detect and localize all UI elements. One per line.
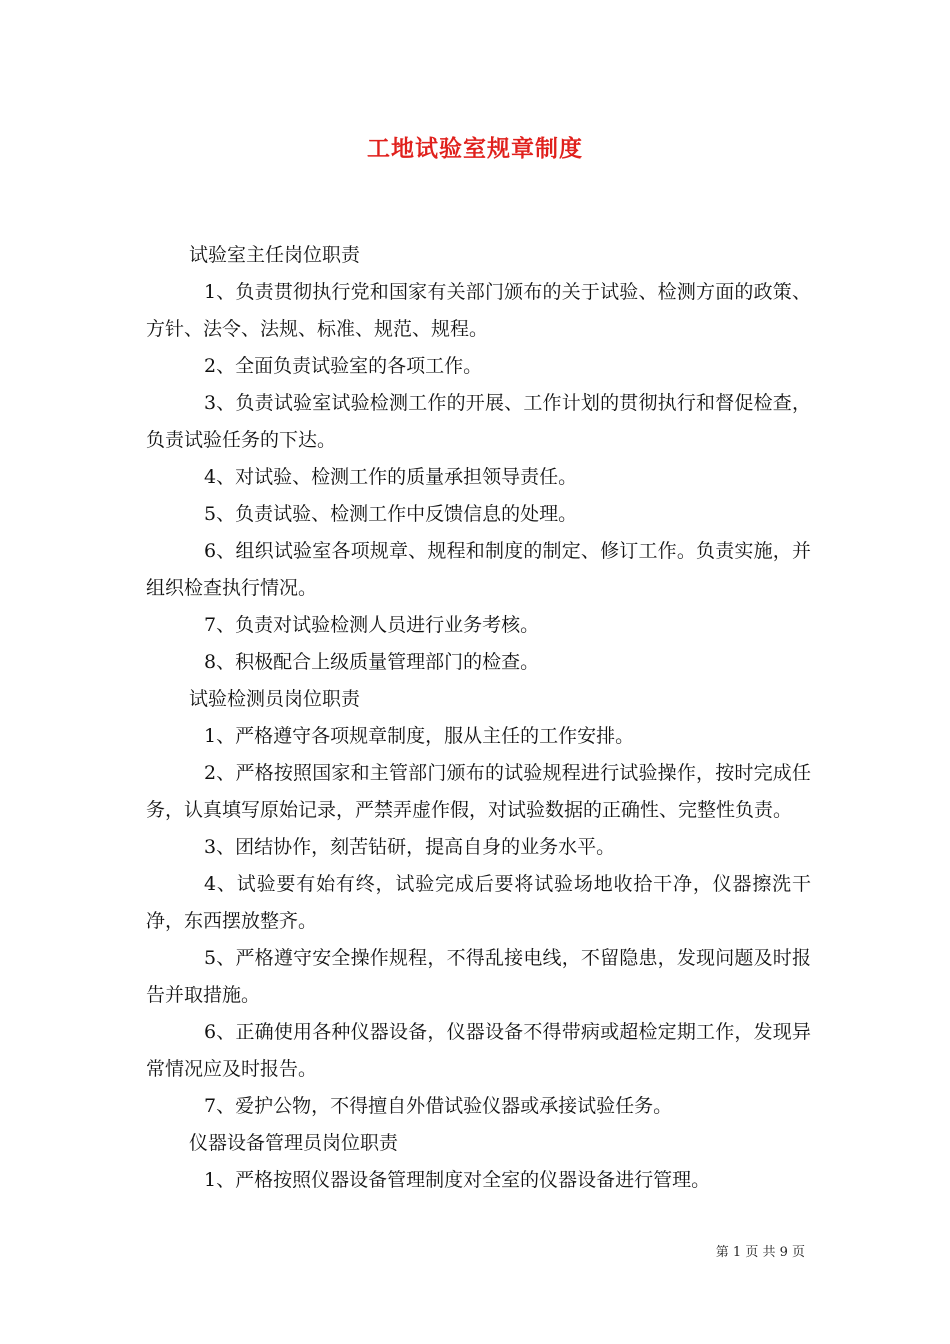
paragraph: 7、爱护公物，不得擅自外借试验仪器或承接试验任务。 [204, 1095, 673, 1117]
paragraph: 6、正确使用各种仪器设备，仪器设备不得带病或超检定期工作，发现异常情况应及时报告。 [146, 1021, 811, 1080]
document-title: 工地试验室规章制度 [367, 135, 583, 162]
paragraph: 4、试验要有始有终，试验完成后要将试验场地收拾干净，仪器擦洗干净，东西摆放整齐。 [146, 873, 811, 932]
paragraph: 5、严格遵守安全操作规程，不得乱接电线，不留隐患，发现问题及时报告并取措施。 [146, 947, 811, 1006]
paragraph: 5、负责试验、检测工作中反馈信息的处理。 [204, 503, 578, 525]
paragraph: 3、团结协作，刻苦钻研，提高自身的业务水平。 [204, 836, 616, 858]
paragraph: 8、积极配合上级质量管理部门的检查。 [204, 651, 540, 673]
document-body [146, 237, 811, 1199]
page-number: 第 1 页 共 9 页 [715, 1245, 805, 1260]
paragraph: 1、严格遵守各项规章制度，服从主任的工作安排。 [204, 725, 635, 747]
paragraph: 7、负责对试验检测人员进行业务考核。 [204, 614, 540, 636]
paragraph: 1、严格按照仪器设备管理制度对全室的仪器设备进行管理。 [204, 1169, 711, 1191]
paragraph: 2、全面负责试验室的各项工作。 [204, 355, 483, 377]
section-heading-director: 试验室主任岗位职责 [189, 244, 361, 266]
section-heading-equipment-manager: 仪器设备管理员岗位职责 [189, 1132, 399, 1154]
paragraph: 1、负责贯彻执行党和国家有关部门颁布的关于试验、检测方面的政策、方针、法令、法规、标准、规范、规程。 [146, 281, 811, 340]
paragraph: 3、负责试验室试验检测工作的开展、工作计划的贯彻执行和督促检查，负责试验任务的下达。 [146, 392, 811, 451]
paragraph: 4、对试验、检测工作的质量承担领导责任。 [204, 466, 578, 488]
paragraph: 2、严格按照国家和主管部门颁布的试验规程进行试验操作，按时完成任务，认真填写原始记录，严禁弄虚作假，对试验数据的正确性、完整性负责。 [146, 762, 811, 821]
section-heading-inspector: 试验检测员岗位职责 [189, 688, 361, 710]
paragraph: 6、组织试验室各项规章、规程和制度的制定、修订工作。负责实施，并组织检查执行情况。 [146, 540, 811, 599]
